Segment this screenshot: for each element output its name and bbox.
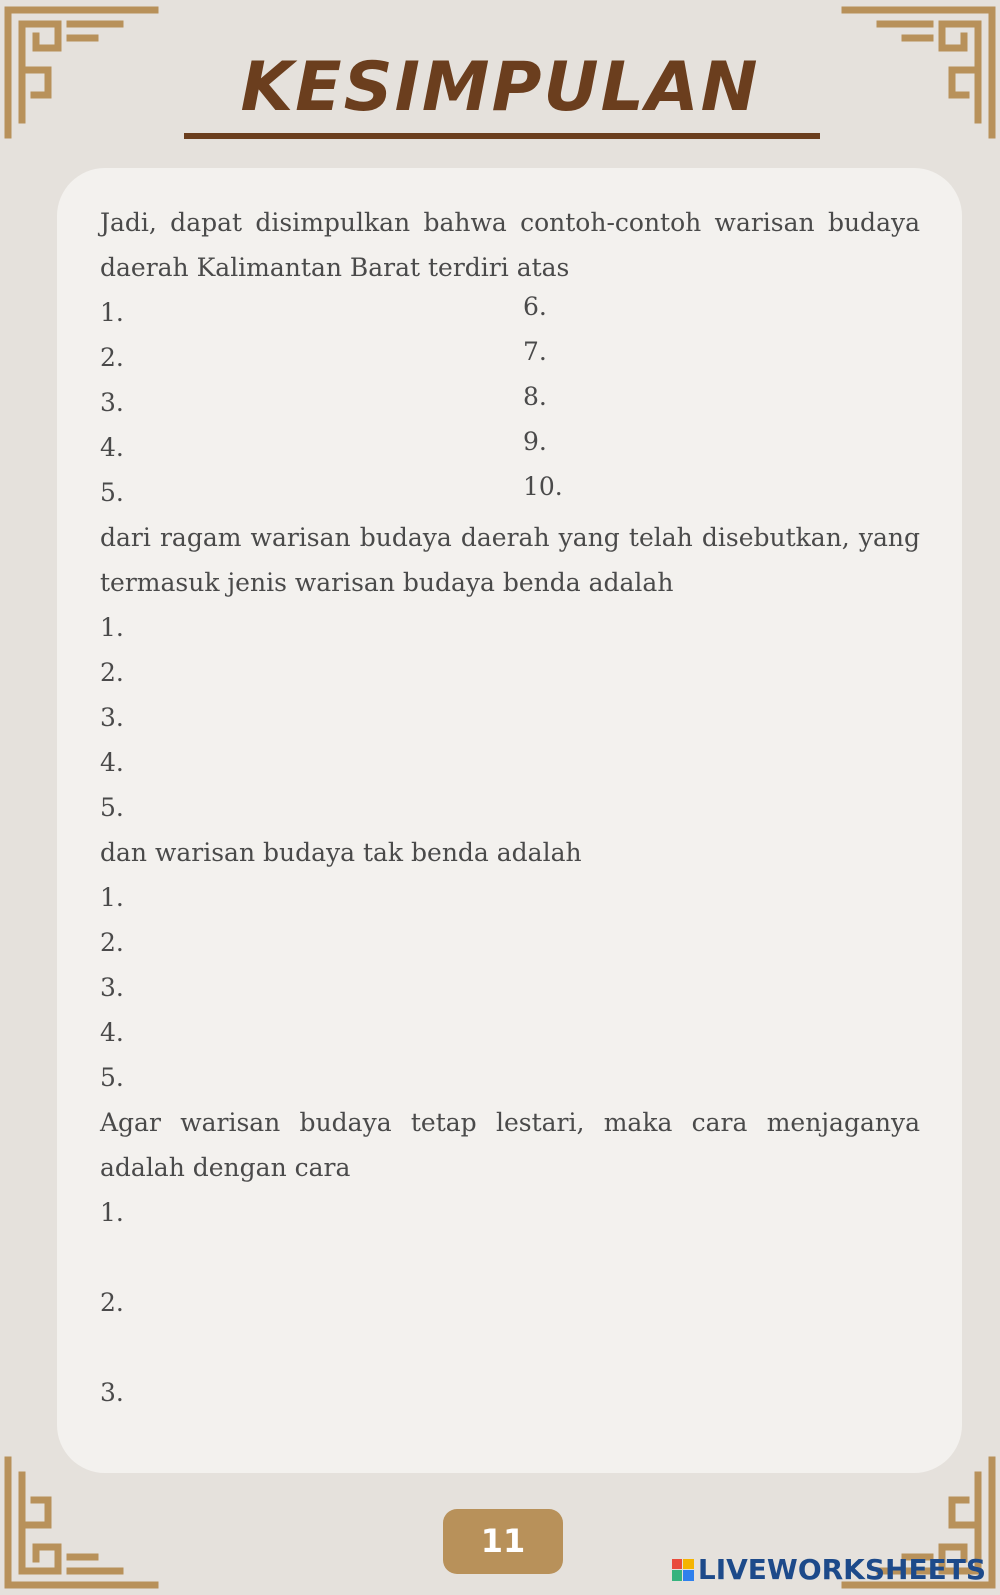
watermark xyxy=(672,1553,986,1586)
list-item: 1. xyxy=(100,298,124,327)
list-item: 5. xyxy=(100,1063,124,1092)
list-item: 3. xyxy=(100,388,124,417)
section3-intro: dan warisan budaya tak benda adalah xyxy=(100,838,582,867)
list-item: 10. xyxy=(523,472,563,501)
list-item: 9. xyxy=(523,427,547,456)
section4-list xyxy=(100,1190,920,1415)
section2-intro: dari ragam warisan budaya daerah yang telah disebutkan, yang termasuk jenis warisan budaya benda adalah xyxy=(100,523,920,597)
section1-intro: Jadi, dapat disimpulkan bahwa contoh-contoh warisan budaya daerah Kalimantan Barat terdiri atas xyxy=(100,208,920,282)
list-item: 4. xyxy=(100,433,124,462)
list-item: 1. xyxy=(100,1198,124,1227)
list-item: 1. xyxy=(100,883,124,912)
liveworksheets-logo-icon xyxy=(672,1559,694,1581)
section1-right-column xyxy=(523,284,563,509)
section2-list xyxy=(100,605,920,830)
page-number-badge: 11 xyxy=(443,1509,563,1574)
list-item: 3. xyxy=(100,973,124,1002)
worksheet-content xyxy=(100,200,920,1415)
section4-intro: Agar warisan budaya tetap lestari, maka cara menjaganya adalah dengan cara xyxy=(100,1108,920,1182)
list-item: 8. xyxy=(523,382,547,411)
section1-left-column xyxy=(100,290,124,515)
ornament-icon xyxy=(0,1455,160,1595)
list-item: 2. xyxy=(100,1288,124,1317)
list-item: 4. xyxy=(100,1018,124,1047)
list-item: 2. xyxy=(100,928,124,957)
watermark-text: LIVEWORKSHEETS xyxy=(697,1553,986,1586)
list-item: 4. xyxy=(100,748,124,777)
list-item: 6. xyxy=(523,292,547,321)
list-item: 7. xyxy=(523,337,547,366)
list-item: 3. xyxy=(100,703,124,732)
section1-list xyxy=(100,290,920,515)
list-item: 2. xyxy=(100,658,124,687)
list-item: 2. xyxy=(100,343,124,372)
list-item: 5. xyxy=(100,478,124,507)
list-item: 3. xyxy=(100,1378,124,1407)
list-item: 5. xyxy=(100,793,124,822)
section3-list xyxy=(100,875,920,1100)
page-title: KESIMPULAN xyxy=(240,48,760,127)
title-underline xyxy=(184,133,820,139)
list-item: 1. xyxy=(100,613,124,642)
corner-ornament-bottom-left xyxy=(0,1455,160,1595)
